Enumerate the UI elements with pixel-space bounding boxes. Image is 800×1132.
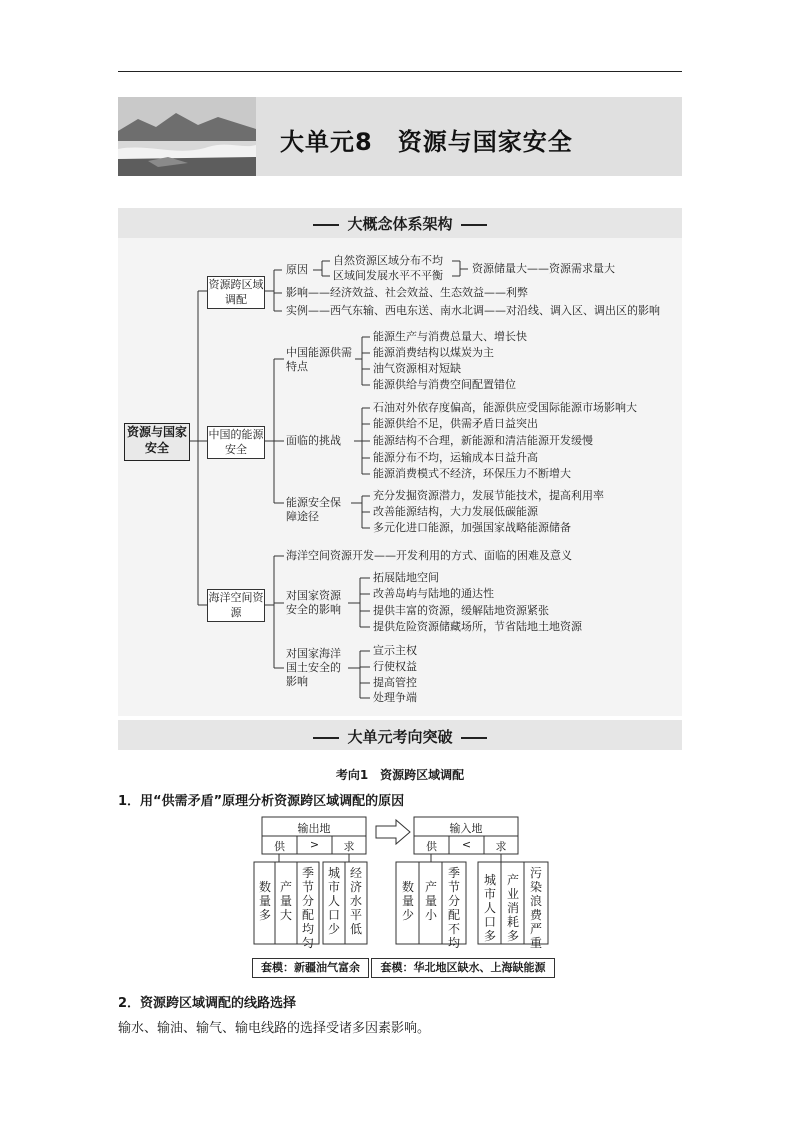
output-supply-col: 数量多 bbox=[258, 880, 271, 922]
output-title: 输出地 bbox=[297, 822, 331, 835]
mindmap-root: 资源与国家安全 bbox=[124, 423, 190, 461]
output-demand-col: 城市人口少 bbox=[327, 866, 340, 936]
group-item: 提高管控 bbox=[373, 676, 417, 689]
point-2-heading: 2．资源跨区域调配的线路选择 bbox=[118, 996, 297, 1011]
reason-label: 原因 bbox=[286, 263, 308, 276]
page-title: 大单元8 资源与国家安全 bbox=[280, 128, 573, 156]
group-item: 宣示主权 bbox=[373, 644, 417, 657]
output-supply-col: 季节分配均匀 bbox=[301, 866, 314, 950]
ocean-development: 海洋空间资源开发——开发利用的方式、面临的困难及意义 bbox=[286, 549, 572, 562]
section-title: 大概念体系架构 bbox=[347, 215, 453, 233]
group-item: 能源供给与消费空间配置错位 bbox=[373, 378, 516, 391]
branch-resource-transfer: 资源跨区域调配 bbox=[207, 276, 265, 309]
group-item: 处理争端 bbox=[373, 691, 417, 704]
output-demand-col: 经济水平低 bbox=[349, 866, 362, 936]
input-op: < bbox=[461, 838, 472, 851]
input-demand: 求 bbox=[495, 840, 507, 853]
group-item: 能源结构不合理，新能源和清洁能源开发缓慢 bbox=[373, 434, 593, 447]
point-1-heading: 1．用“供需矛盾”原理分析资源跨区域调配的原因 bbox=[118, 794, 405, 809]
body-text: 输水、输油、输气、输电线路的选择受诸多因素影响。 bbox=[118, 1021, 431, 1036]
group-label: 中国能源供需特点 bbox=[286, 346, 352, 373]
group-item: 改善岛屿与陆地的通达性 bbox=[373, 587, 494, 600]
impact-line: 影响——经济效益、社会效益、生态效益——利弊 bbox=[286, 286, 528, 299]
group-item: 能源消费结构以煤炭为主 bbox=[373, 346, 494, 359]
group-label: 面临的挑战 bbox=[286, 434, 341, 447]
input-supply-col: 数量少 bbox=[401, 880, 414, 922]
group-item: 改善能源结构，大力发展低碳能源 bbox=[373, 505, 538, 518]
branch-energy-security: 中国的能源安全 bbox=[207, 426, 265, 459]
reason-result: 资源储量大——资源需求量大 bbox=[472, 262, 615, 275]
group-item: 能源生产与消费总量大、增长快 bbox=[373, 330, 527, 343]
group-label: 对国家资源安全的影响 bbox=[286, 589, 341, 616]
group-item: 拓展陆地空间 bbox=[373, 571, 439, 584]
reason-item: 自然资源区域分布不均 bbox=[333, 254, 443, 267]
input-supply: 供 bbox=[426, 840, 437, 853]
input-title: 输入地 bbox=[449, 822, 483, 835]
group-item: 石油对外依存度偏高，能源供应受国际能源市场影响大 bbox=[373, 401, 637, 414]
input-caption: 套模：华北地区缺水、上海缺能源 bbox=[371, 958, 555, 978]
reason-item: 区域间发展水平不平衡 bbox=[333, 269, 443, 282]
output-supply: 供 bbox=[274, 840, 285, 853]
group-item: 油气资源相对短缺 bbox=[373, 362, 461, 375]
input-supply-col: 产量小 bbox=[424, 880, 437, 922]
group-item: 提供危险资源储藏场所，节省陆地土地资源 bbox=[373, 620, 582, 633]
kaoxiang-title: 考向1 资源跨区域调配 bbox=[335, 768, 465, 782]
input-demand-col: 城市人口多 bbox=[483, 873, 496, 943]
group-label: 能源安全保障途径 bbox=[286, 496, 341, 523]
group-item: 提供丰富的资源，缓解陆地资源紧张 bbox=[373, 604, 549, 617]
output-supply-col: 产量大 bbox=[279, 880, 292, 922]
input-demand-col: 产业消耗多 bbox=[506, 873, 519, 943]
group-item: 行使权益 bbox=[373, 660, 417, 673]
group-item: 多元化进口能源，加强国家战略能源储备 bbox=[373, 521, 571, 534]
output-demand: 求 bbox=[343, 840, 355, 853]
group-item: 能源消费模式不经济，环保压力不断增大 bbox=[373, 467, 571, 480]
output-caption: 套模：新疆油气富余 bbox=[252, 958, 369, 978]
group-label: 对国家海洋国土安全的影响 bbox=[286, 647, 341, 688]
group-item: 能源供给不足，供需矛盾日益突出 bbox=[373, 417, 538, 430]
output-op: > bbox=[309, 838, 320, 851]
branch-ocean-space: 海洋空间资源 bbox=[207, 589, 265, 622]
section-title: 大单元考向突破 bbox=[347, 728, 453, 746]
group-item: 充分发掘资源潜力，发展节能技术，提高利用率 bbox=[373, 489, 604, 502]
input-demand-col: 污染浪费严重 bbox=[529, 866, 542, 950]
input-supply-col: 季节分配不均 bbox=[447, 866, 460, 950]
group-item: 能源分布不均，运输成本日益升高 bbox=[373, 451, 538, 464]
example-line: 实例——西气东输、西电东送、南水北调——对沿线、调入区、调出区的影响 bbox=[286, 304, 660, 317]
